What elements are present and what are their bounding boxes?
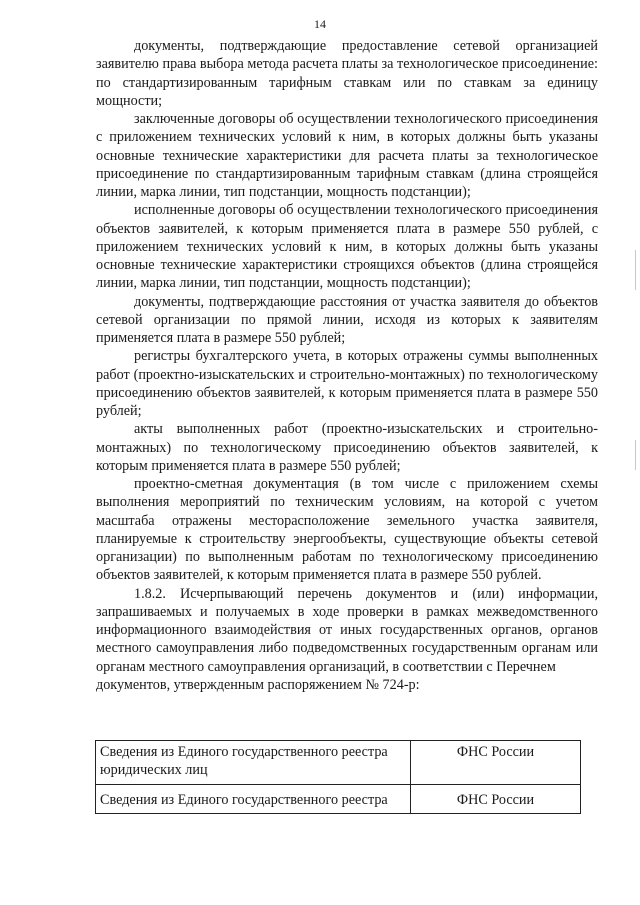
paragraph-8: 1.8.2. Исчерпывающий перечень документов и (или) информации, запрашиваемых и получаемых в ходе проверки в рамках межведомственного информационного взаимодействия от иных государственных органов, органов местного самоуправления либо подведомственных государственным органам или органам местного самоуправления организаций, в соответствии с Перечнем [96, 585, 598, 675]
table-cell-name: Сведения из Единого государственного реестра [96, 785, 411, 814]
paragraph-3: исполненные договоры об осуществлении технологического присоединения объектов заявителей, к которым применяется плата в размере 550 рублей, с приложением технических условий к ним, в которых должны быть указаны основные технические характеристики строящихся объектов (длина строящейся линии, марка линии, тип подстанции, мощность подстанции); [96, 202, 598, 292]
table-cell-org: ФНС России [411, 741, 581, 785]
page-number: 14 [314, 17, 326, 31]
paragraph-5: регистры бухгалтерского учета, в которых отражены суммы выполненных работ (проектно-изыскательских и строительно-монтажных) по технологическому присоединению объектов заявителей, к которым применяется плата в размере 550 рублей; [96, 348, 598, 419]
table-row [96, 741, 581, 785]
table-cell-org: ФНС России [411, 785, 581, 814]
table-cell-name: Сведения из Единого государственного реестра юридических лиц [96, 741, 411, 785]
paragraph-tail: документов, утвержденным распоряжением № 724-р: [96, 676, 420, 693]
scan-margin-mark [635, 440, 636, 470]
table-row [96, 785, 581, 814]
paragraph-4: документы, подтверждающие расстояния от участка заявителя до объектов сетевой организации по прямой линии, исходя из которых к заявителям применяется плата в размере 550 рублей; [96, 293, 598, 346]
document-body [96, 37, 598, 694]
paragraph-2: заключенные договоры об осуществлении технологического присоединения с приложением технических условий к ним, в которых должны быть указаны основные технические характеристики для расчета платы за технологическое присоединение по стандартизированным тарифным ставкам (длина строящейся линии, марка линии, тип подстанции, мощность подстанции); [96, 111, 598, 200]
paragraph-1: документы, подтверждающие предоставление сетевой организацией заявителю права выбора метода расчета платы за технологическое присоединение: по стандартизированным тарифным ставкам или по ставкам за единицу мощности; [96, 38, 598, 109]
documents-table [95, 740, 581, 814]
scan-margin-mark [635, 250, 636, 290]
paragraph-6: акты выполненных работ (проектно-изыскательских и строительно-монтажных) по технологическому присоединению объектов заявителей, к которым применяется плата в размере 550 рублей; [96, 421, 598, 474]
paragraph-7: проектно-сметная документация (в том числе с приложением схемы выполнения мероприятий по техническим условиям, на которой с учетом масштаба отражены месторасположение земельного участка заявителя, планируемые к строительству энергообъекты, существующие объекты сетевой организации) по выполненным работам по технологическому присоединению объектов заявителей, к которым применяется плата в размере 550 рублей. [96, 476, 598, 584]
